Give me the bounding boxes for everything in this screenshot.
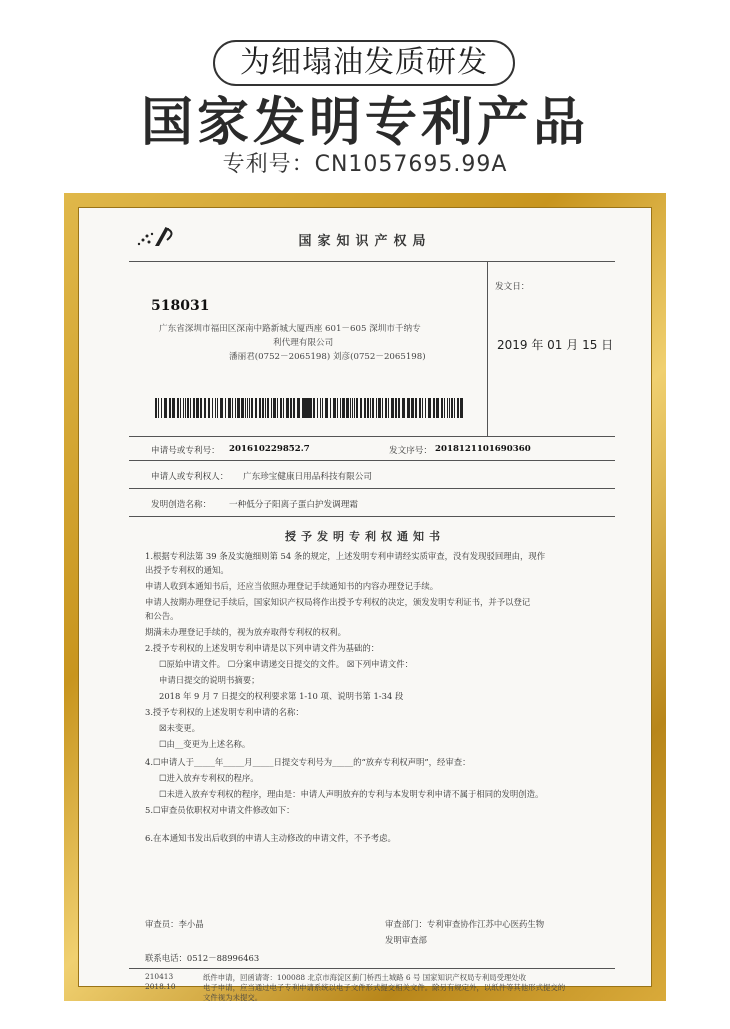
gold-frame bbox=[64, 193, 666, 1001]
notice-title: 授予发明专利权通知书 bbox=[285, 530, 445, 543]
barcode-right-icon bbox=[305, 398, 455, 418]
body-line: 6.在本通知书发出后收到的申请人主动修改的申请文件，不予考虑。 bbox=[145, 833, 396, 843]
body-line: 3.授予专利权的上述发明专利申请的名称： bbox=[145, 707, 304, 717]
invention-title: 一种低分子阳离子蛋白护发调理霜 bbox=[229, 500, 358, 510]
body-line: 4.☐申请人于_____年_____月_____日提交专利号为_____的“放弃专利权声明”，经审查： bbox=[145, 757, 471, 767]
body-line: 出授予专利权的通知。 bbox=[145, 565, 229, 575]
body-line: ☐进入放弃专利权的程序。 bbox=[159, 773, 259, 783]
application-no: 201610229852.7 bbox=[229, 444, 310, 454]
body-line: 2.授予专利权的上述发明专利申请是以下列申请文件为基础的： bbox=[145, 643, 380, 653]
postcode: 518031 bbox=[151, 298, 210, 314]
application-no-label: 申请号或专利号： bbox=[151, 446, 220, 456]
office-title: 国家知识产权局 bbox=[298, 234, 432, 249]
body-line: 2018 年 9 月 7 日提交的权利要求第 1-10 项、说明书第 1-34 段 bbox=[159, 691, 404, 701]
serial-no: 2018121101690360 bbox=[435, 444, 531, 454]
applicant: 广东珍宝健康日用品科技有限公司 bbox=[243, 472, 372, 482]
serial-no-label: 发文序号： bbox=[389, 446, 432, 456]
applicant-label: 申请人或专利权人： bbox=[151, 472, 229, 482]
body-line: 和公告。 bbox=[145, 611, 179, 621]
page-title: 国家发明专利产品 bbox=[140, 93, 589, 153]
patent-number: 专利号：CN1057695.99A bbox=[222, 152, 508, 177]
body-line: 申请人收到本通知书后，还应当依照办理登记手续通知书的内容办理登记手续。 bbox=[145, 581, 439, 591]
body-line: ☐未进入放弃专利权的程序，理由是：申请人声明放弃的专利与本发明专利申请不属于相同的发明创造。 bbox=[159, 789, 544, 799]
phone: 联系电话：0512－88996463 bbox=[145, 953, 260, 963]
body-line: 5.☐审查员依职权对申请文件修改如下： bbox=[145, 805, 295, 815]
certificate-document bbox=[78, 207, 652, 1002]
address-line-1: 广东省深圳市福田区深南中路新城大厦西座 601－605 深圳市千纳专 bbox=[159, 324, 421, 334]
department-line-2: 发明审查部 bbox=[385, 935, 427, 945]
invention-label: 发明创造名称： bbox=[151, 500, 212, 510]
body-line: 申请日提交的说明书摘要； bbox=[159, 675, 260, 685]
footer-code-2: 2018.10 bbox=[145, 982, 176, 991]
body-line: ☒未变更。 bbox=[159, 723, 201, 733]
examiner: 审查员：李小晶 bbox=[145, 919, 204, 929]
footer-text-2: 电子申请，应当通过电子专利申请系统以电子文件形式提交相关文件。除另有规定外，以纸件等其他形式提交的 bbox=[203, 983, 566, 992]
footer-text-3: 文件视为未提交。 bbox=[203, 993, 263, 1002]
footer-code-1: 210413 bbox=[145, 972, 174, 981]
body-line: ☐由__变更为上述名称。 bbox=[159, 739, 251, 749]
department-line-1: 审查部门：专利审查协作江苏中心医药生物 bbox=[385, 919, 545, 929]
body-line: 1.根据专利法第 39 条及实施细则第 54 条的规定，上述发明专利申请经实质审查，没有发现驳回理由，现作 bbox=[145, 551, 546, 561]
footer-text-1: 纸件申请，回函请寄：100088 北京市海淀区蓟门桥西土城路 6 号 国家知识产权局专利局受理处收 bbox=[203, 973, 527, 982]
body-line: ☐原始申请文件。 ☐分案申请递交日提交的文件。 ☒下列申请文件： bbox=[159, 659, 413, 669]
body-line: 期满未办理登记手续的，视为放弃取得专利权的权利。 bbox=[145, 627, 346, 637]
issue-date: 2019 年 01 月 15 日 bbox=[497, 338, 614, 352]
issue-date-label: 发文日： bbox=[495, 282, 530, 292]
banner-subtitle: 为细塌油发质研发 bbox=[213, 40, 515, 86]
barcode-left-icon bbox=[155, 398, 305, 418]
agents: 潘丽君(0752－2065198) 刘彦(0752－2065198) bbox=[229, 352, 426, 362]
address-line-2: 利代理有限公司 bbox=[273, 338, 334, 348]
body-line: 申请人按期办理登记手续后，国家知识产权局将作出授予专利权的决定，颁发发明专利证书，并予以登记 bbox=[145, 597, 531, 607]
